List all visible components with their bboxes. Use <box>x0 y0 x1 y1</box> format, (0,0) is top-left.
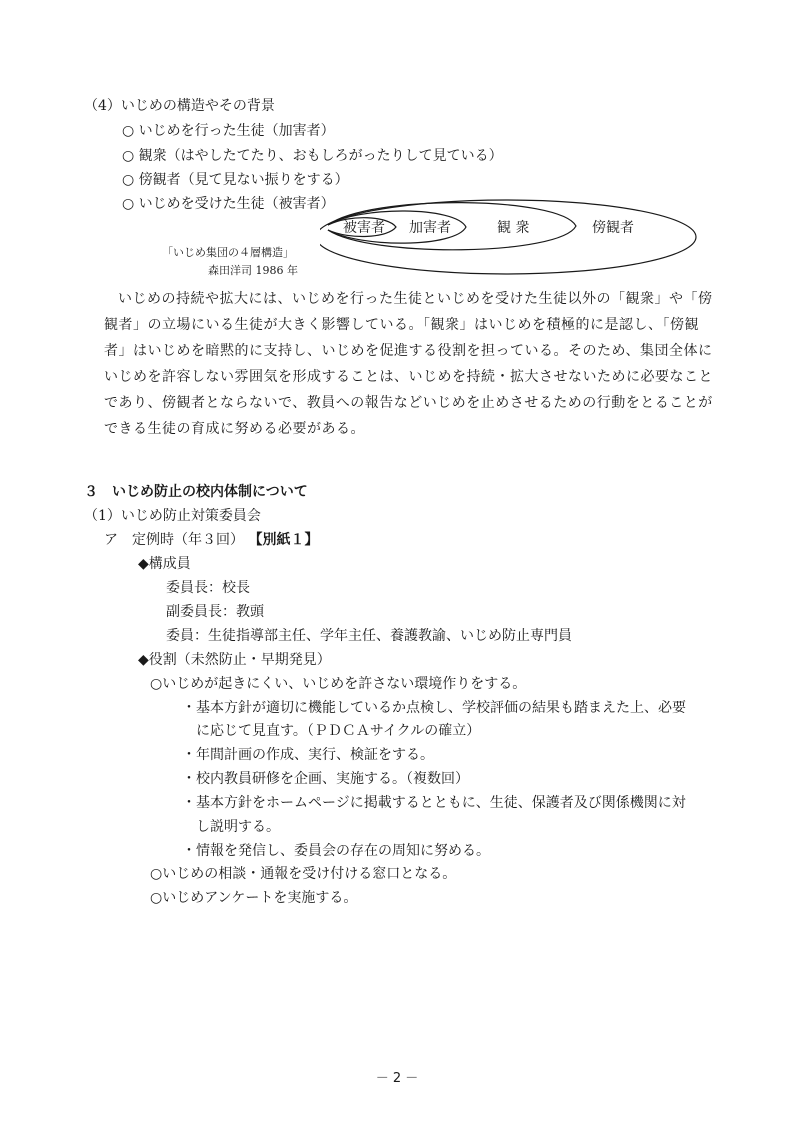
role-environment: ○いじめが起きにくい、いじめを許さない環境作りをする。 <box>150 676 527 692</box>
bullet-homepage-line1: ・基本方針をホームページに掲載するとともに、生徒、保護者及び関係機関に対 <box>182 795 686 811</box>
regular-meeting-label: ア 定例時（年３回） <box>104 532 244 548</box>
section4-item-perpetrator: ○ いじめを行った生徒（加害者） <box>122 123 335 139</box>
bullying-four-layer-diagram <box>320 196 706 278</box>
bullet-information: ・情報を発信し、委員会の存在の周知に努める。 <box>182 843 490 859</box>
section4-item-victim: ○ いじめを受けた生徒（被害者） <box>122 196 335 212</box>
members-title: ◆構成員 <box>138 556 191 572</box>
section4-item-audience: ○ 観衆（はやしたてたり、おもしろがったりして見ている） <box>122 148 503 164</box>
roles-title: ◆役割（未然防止・早期発見） <box>138 652 331 668</box>
bystander-ellipse <box>320 200 696 274</box>
section4-item-bystander: ○ 傍観者（見て見ない振りをする） <box>122 172 349 188</box>
bullet-homepage-line2: し説明する。 <box>196 819 280 835</box>
diagram-label-audience: 観 衆 <box>497 220 530 236</box>
diagram-caption-title: 「いじめ集団の４層構造」 <box>162 246 294 259</box>
regular-meeting-item <box>104 530 318 550</box>
bullet-policy-review-line2: に応じて見直す。（ＰＤＣＡサイクルの確立） <box>196 723 481 739</box>
member-vice-chair: 副委員長：教頭 <box>166 604 264 620</box>
section4-paragraph: いじめの持続や拡大には、いじめを行った生徒といじめを受けた生徒以外の「観衆」や「傍観者」の立場にいる生徒が大きく影響している。「観衆」はいじめを積極的に是認し、「傍観者」はいじめを暗黙的に支持し、いじめを促進する役割を担っている。そのため、集団全体にいじめを許容しない雰囲気を形成することは、いじめを持続・拡大させないために必要なことであり、傍観者とならないで、教員への報告などいじめを止めさせるための行動をとることができる生徒の育成に努める必要がある。 <box>104 291 713 437</box>
section3-heading: ３ いじめ防止の校内体制について <box>84 484 308 500</box>
bullet-policy-review-line1: ・基本方針が適切に機能しているか点検し、学校評価の結果も踏まえた上、必要 <box>182 700 686 716</box>
diagram-caption-author: 森田洋司 1986 年 <box>208 264 298 277</box>
member-chair: 委員長：校長 <box>166 580 250 596</box>
diagram-label-bystander: 傍観者 <box>592 220 634 236</box>
diagram-label-perpetrator: 加害者 <box>409 220 451 236</box>
bullet-staff-training: ・校内教員研修を企画、実施する。（複数回） <box>182 771 469 787</box>
bullet-annual-plan: ・年間計画の作成、実行、検証をする。 <box>182 747 434 763</box>
role-survey: ○いじめアンケートを実施する。 <box>150 890 358 906</box>
attachment-reference: 【別紙１】 <box>248 532 319 548</box>
member-committee: 委員：生徒指導部主任、学年主任、養護教諭、いじめ防止専門員 <box>166 628 572 644</box>
diagram-label-victim: 被害者 <box>343 220 385 236</box>
role-consultation-window: ○いじめの相談・通報を受け付ける窓口となる。 <box>150 866 457 882</box>
page-number: － 2 － <box>375 1071 419 1086</box>
section4-heading: （4）いじめの構造やその背景 <box>84 98 275 114</box>
section3-subheading: （1）いじめ防止対策委員会 <box>84 508 261 524</box>
